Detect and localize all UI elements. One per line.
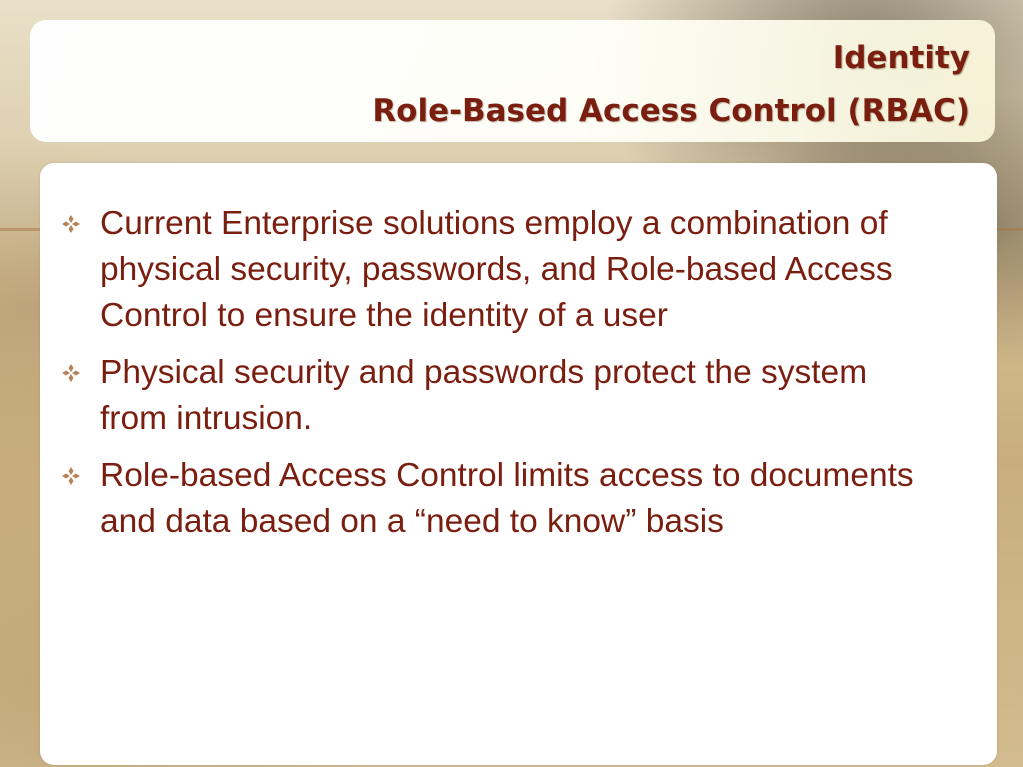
bullet-item	[40, 350, 940, 442]
bullet-list	[40, 201, 940, 556]
four-diamond-bullet-icon	[61, 214, 81, 234]
four-diamond-bullet-icon	[61, 363, 81, 383]
slide-title: Identity	[832, 40, 970, 76]
bullet-item	[40, 453, 940, 545]
content-panel	[40, 163, 997, 765]
bullet-text: Role-based Access Control limits access to documents and data based on a “need to know” basis	[100, 457, 914, 540]
bullet-item	[40, 201, 940, 339]
four-diamond-bullet-icon	[61, 466, 81, 486]
slide-subtitle: Role-Based Access Control (RBAC)	[372, 93, 970, 129]
bullet-text: Current Enterprise solutions employ a combination of physical security, passwords, and Role-based Access Control to ensure the identity of a user	[100, 205, 893, 334]
bullet-text: Physical security and passwords protect the system from intrusion.	[100, 354, 868, 437]
